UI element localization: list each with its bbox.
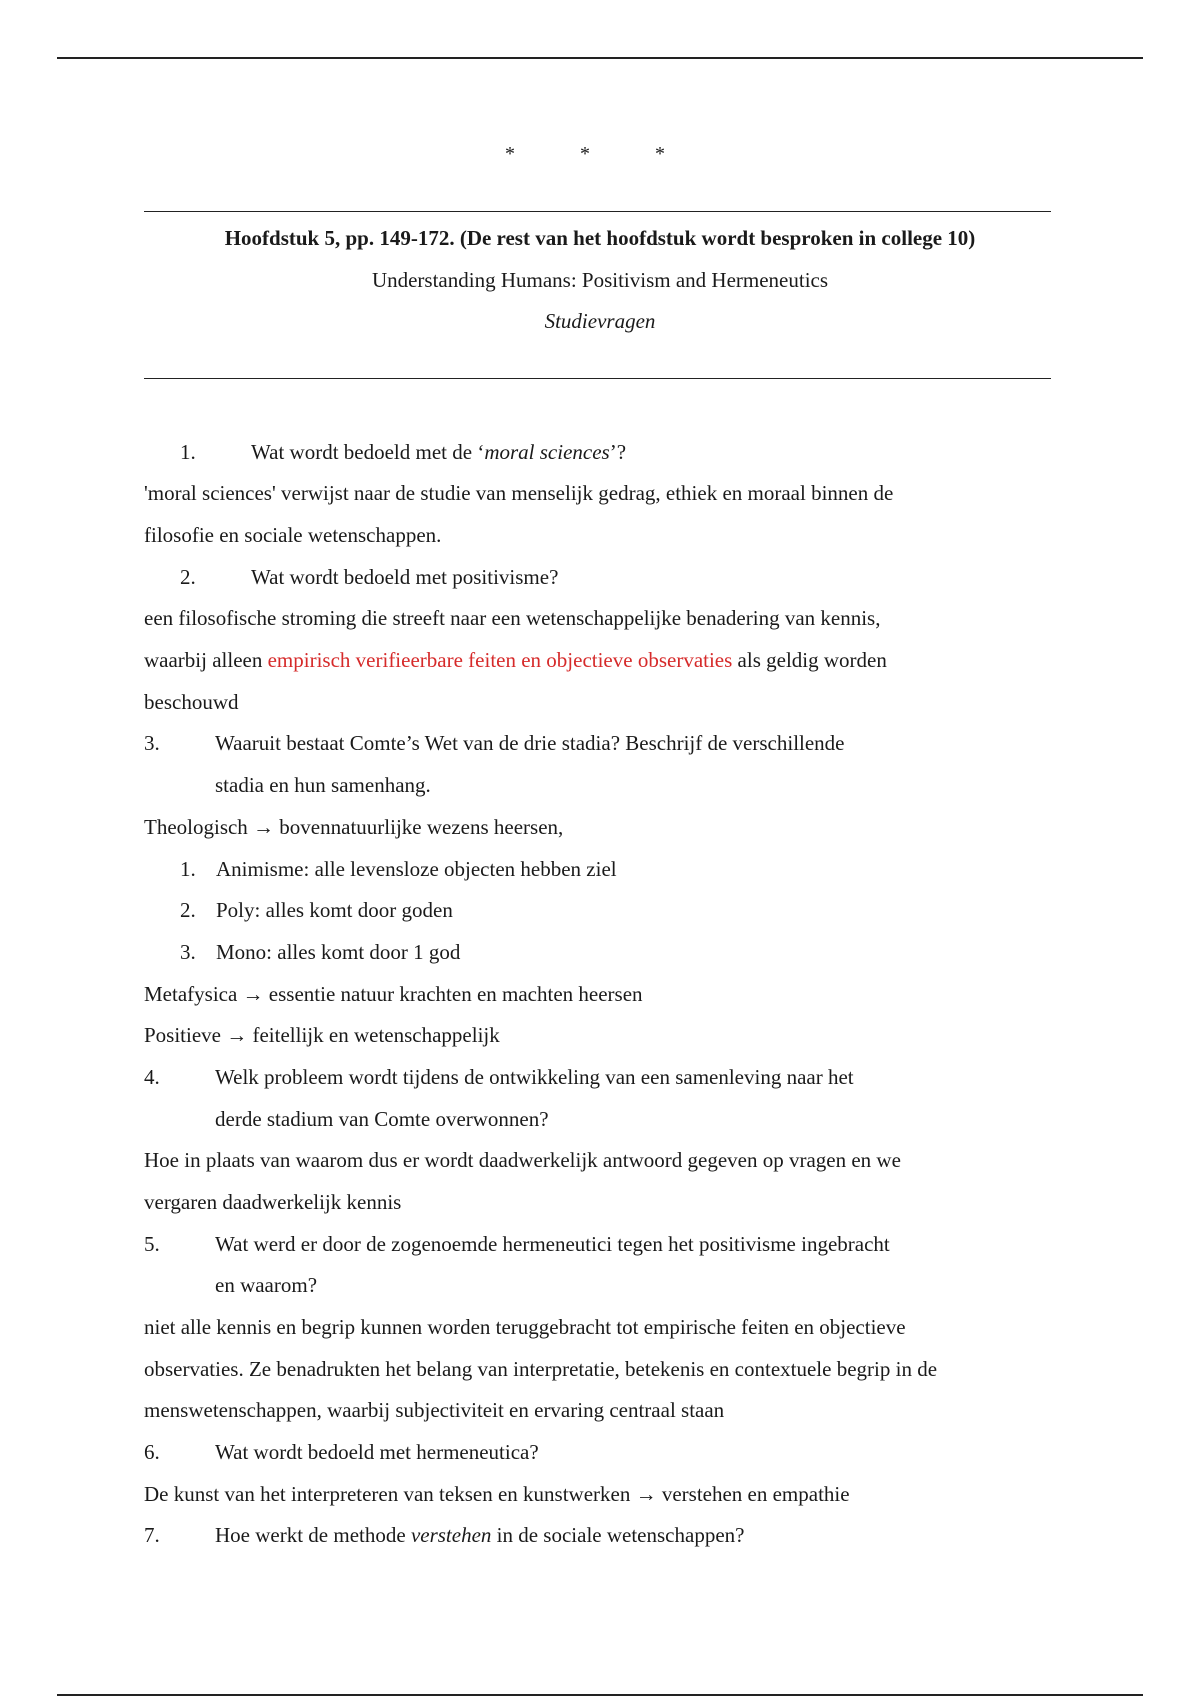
- answer-5-line-1: niet alle kennis en begrip kunnen worden teruggebracht tot empirische feiten en objectieve: [144, 1315, 906, 1339]
- answer-5-line-3: menswetenschappen, waarbij subjectiviteit en ervaring centraal staan: [144, 1398, 725, 1422]
- list-item: Animisme: alle levensloze objecten hebben ziel: [216, 857, 617, 881]
- answer-3-positieve: Positieve → feitellijk en wetenschappelijk: [144, 1023, 500, 1047]
- answer-5-line-2: observaties. Ze benadrukten het belang van interpretatie, betekenis en contextuele begrip in de: [144, 1357, 938, 1381]
- answer-3-metafysica: Metafysica → essentie natuur krachten en machten heersen: [144, 982, 643, 1006]
- answer-2-line-1: een filosofische stroming die streeft naar een wetenschappelijke benadering van kennis,: [144, 606, 881, 630]
- question-text-line-2: derde stadium van Comte overwonnen?: [215, 1107, 549, 1131]
- bottom-rule: [57, 1694, 1143, 1696]
- answer-6: De kunst van het interpreteren van teksen en kunstwerken → verstehen en empathie: [144, 1482, 850, 1506]
- answer-2-line-2: waarbij alleen empirisch verifieerbare feiten en objectieve observaties als geldig worden: [144, 648, 887, 672]
- answer-2-line-3: beschouwd: [144, 690, 239, 714]
- question-number: 6.: [144, 1440, 160, 1464]
- question-text: Hoe werkt de methode verstehen in de sociale wetenschappen?: [215, 1523, 745, 1547]
- question-number: 1.: [180, 440, 196, 464]
- question-text-line-2: stadia en hun samenhang.: [215, 773, 431, 797]
- section-stars: * * *: [505, 143, 695, 165]
- list-item: Poly: alles komt door goden: [216, 898, 453, 922]
- top-rule: [57, 57, 1143, 59]
- answer-4-line-1: Hoe in plaats van waarom dus er wordt daadwerkelijk antwoord gegeven op vragen en we: [144, 1148, 901, 1172]
- question-number: 7.: [144, 1523, 160, 1547]
- list-item-number: 3.: [180, 940, 196, 964]
- question-text-line-2: en waarom?: [215, 1273, 318, 1297]
- header-rule-bottom: [144, 378, 1051, 379]
- question-text-line-1: Wat werd er door de zogenoemde hermeneutici tegen het positivisme ingebracht: [215, 1232, 890, 1256]
- question-text: Wat wordt bedoeld met hermeneutica?: [215, 1440, 539, 1464]
- question-number: 2.: [180, 565, 196, 589]
- answer-3-theologisch: Theologisch → bovennatuurlijke wezens heersen,: [144, 815, 564, 839]
- answer-4-line-2: vergaren daadwerkelijk kennis: [144, 1190, 402, 1214]
- question-text-line-1: Waaruit bestaat Comte’s Wet van de drie stadia? Beschrijf de verschillende: [215, 731, 845, 755]
- list-item-number: 1.: [180, 857, 196, 881]
- question-number: 5.: [144, 1232, 160, 1256]
- list-item: Mono: alles komt door 1 god: [216, 940, 461, 964]
- question-text-line-1: Welk probleem wordt tijdens de ontwikkeling van een samenleving naar het: [215, 1065, 854, 1089]
- question-number: 4.: [144, 1065, 160, 1089]
- question-text: Wat wordt bedoeld met de ‘moral sciences’?: [251, 440, 627, 464]
- chapter-subtitle: Understanding Humans: Positivism and Hermeneutics: [371, 268, 829, 292]
- question-text: Wat wordt bedoeld met positivisme?: [251, 565, 559, 589]
- highlighted-text: empirisch verifieerbare feiten en objectieve observaties: [267, 648, 733, 672]
- question-number: 3.: [144, 731, 160, 755]
- answer-1-line-2: filosofie en sociale wetenschappen.: [144, 523, 442, 547]
- study-questions-label: Studievragen: [544, 309, 656, 333]
- answer-1-line-1: 'moral sciences' verwijst naar de studie van menselijk gedrag, ethiek en moraal binnen de: [144, 481, 894, 505]
- chapter-title: Hoofdstuk 5, pp. 149-172. (De rest van het hoofdstuk wordt besproken in college 10): [224, 226, 976, 250]
- header-rule-top: [144, 211, 1051, 212]
- list-item-number: 2.: [180, 898, 196, 922]
